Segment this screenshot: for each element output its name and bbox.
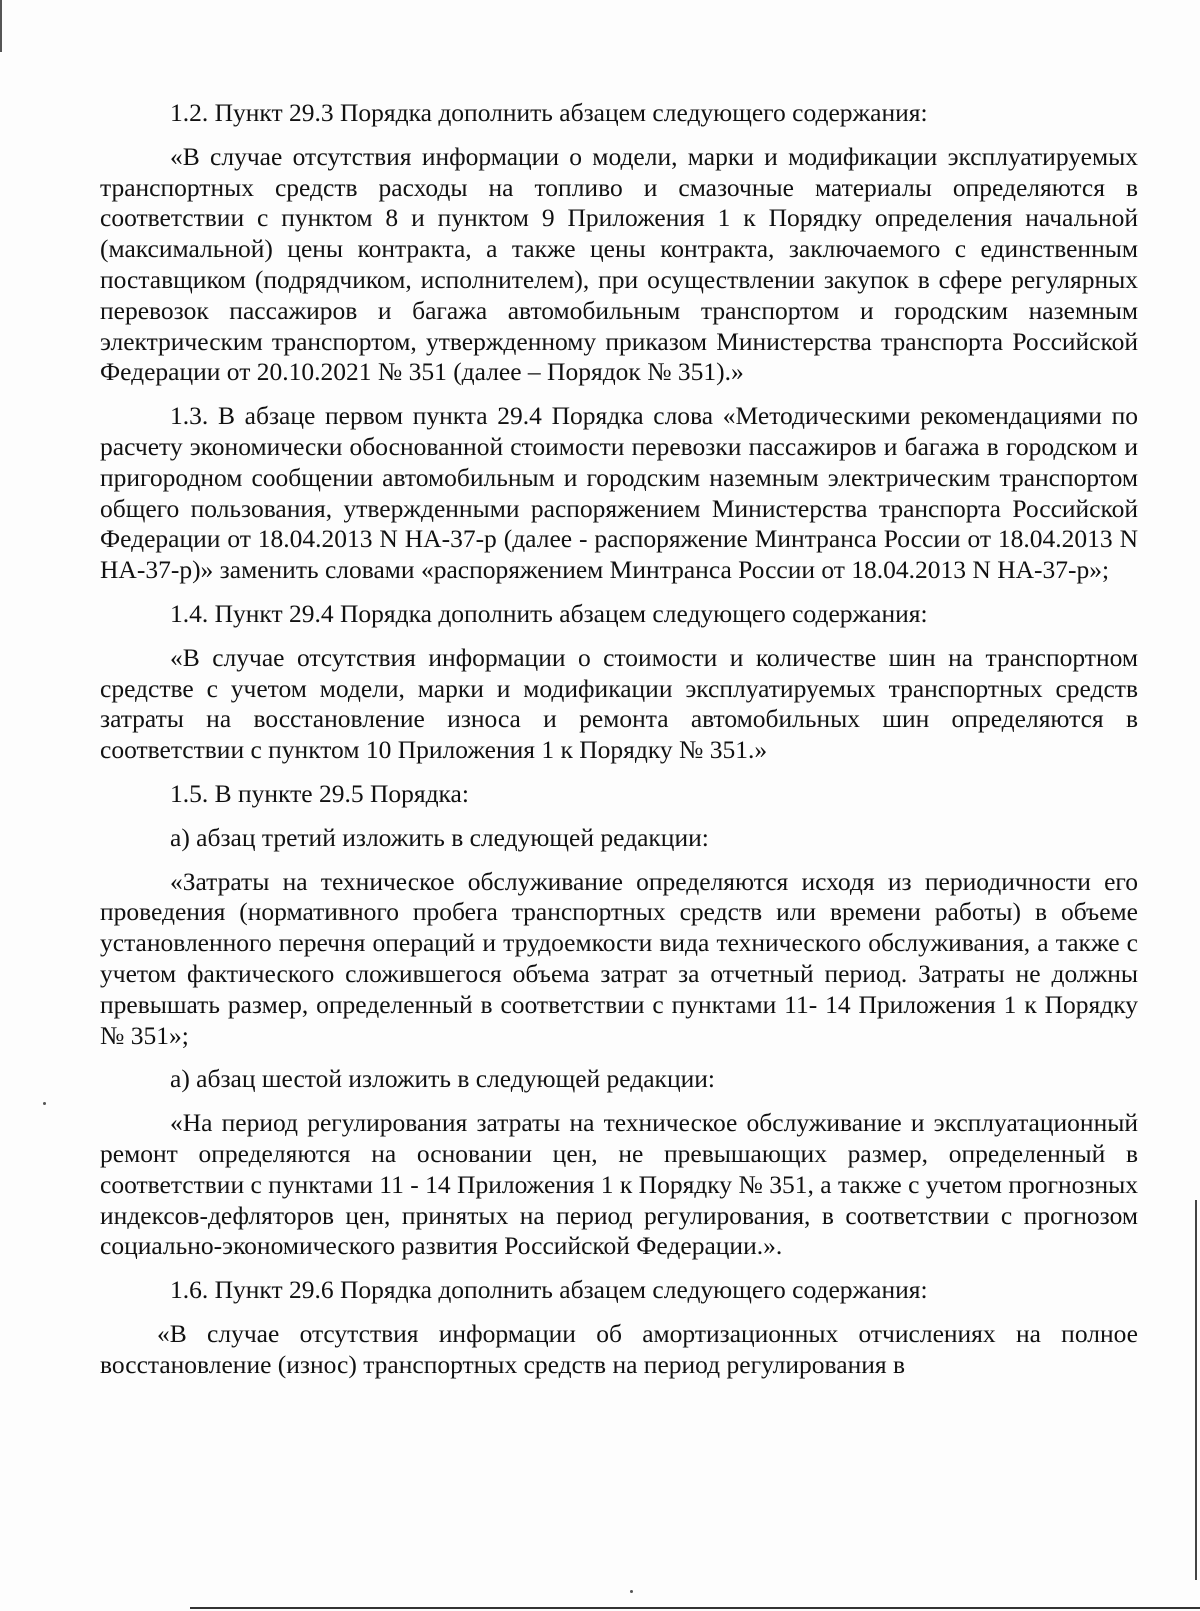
paragraph-1-2: 1.2. Пункт 29.3 Порядка дополнить абзацем следующего содержания: bbox=[170, 98, 928, 127]
paragraph-1-4-quote: «В случае отсутствия информации о стоимости и количестве шин на транспортном средстве с учетом модели, марки и модификации эксплуатируемых транспортных средств затраты на восстановление износа и ремонта автомобильных шин определяются в соответствии с пунктом 10 Приложения 1 к Порядку № 351.» bbox=[100, 642, 1138, 765]
paragraph-1-4: 1.4. Пункт 29.4 Порядка дополнить абзацем следующего содержания: bbox=[170, 598, 928, 628]
paragraph-1-5-a-quote: «Затраты на техническое обслуживание определяются исходя из периодичности его проведения (нормативного пробега транспортных средств или времени работы) в объеме установленного перечня операций и трудоемкости вида технического обслуживания, а также с учетом фактического сложившегося объема затрат за отчетный период. Затраты не должны превышать размер, определенный в соответствии с пунктами 11- 14 Приложения 1 к Порядку № 351»; bbox=[100, 866, 1138, 1050]
scan-edge-right bbox=[1195, 1200, 1197, 1580]
paragraph-1-5-a-second-quote: «На период регулирования затраты на техническое обслуживание и эксплуатационный ремонт определяются на основании цен, не превышающих размер, определенный в соответствии с пунктами 11 - 14 Приложения 1 к Порядку № 351, а также с учетом прогнозных индексов-дефляторов цен, принятых на период регулирования, в соответствии с прогнозом социально-экономического развития Российской Федерации.». bbox=[100, 1108, 1138, 1261]
paragraph-1-2-quote: «В случае отсутствия информации о модели, марки и модификации эксплуатируемых транспортных средств расходы на топливо и смазочные материалы определяются в соответствии с пунктом 8 и пунктом 9 Приложения 1 к Порядку определения начальной (максимальной) цены контракта, а также цены контракта, заключаемого с единственным поставщиком (подрядчиком, исполнителем), при осуществлении закупок в сфере регулярных перевозок пассажиров и багажа автомобильным транспортом и городским наземным электрическим транспортом, утвержденному приказом Министерства транспорта Российской Федерации от 20.10.2021 № 351 (далее – Порядок № 351).» bbox=[100, 141, 1138, 387]
scan-edge-left bbox=[0, 0, 2, 52]
paragraph-1-3: 1.3. В абзаце первом пункта 29.4 Порядка слова «Методическими рекомендациями по расчету экономически обоснованной стоимости перевозки пассажиров и багажа в городском и пригородном сообщении автомобильным и городским наземным электрическим транспортом общего пользования, утвержденными распоряжением Министерства транспорта Российской Федерации от 18.04.2013 N НА-37-р (далее - распоряжение Минтранса России от 18.04.2013 N НА-37-р)» заменить словами «распоряжением Минтранса России от 18.04.2013 N НА-37-р»; bbox=[100, 401, 1138, 585]
scan-edge-bottom bbox=[190, 1607, 1200, 1609]
paragraph-1-5: 1.5. В пункте 29.5 Порядка: bbox=[170, 778, 469, 808]
document-body bbox=[100, 98, 1138, 1393]
paragraph-1-6: 1.6. Пункт 29.6 Порядка дополнить абзацем следующего содержания: bbox=[170, 1275, 928, 1305]
scan-speck bbox=[630, 1590, 633, 1593]
paragraph-1-5-a: а) абзац третий изложить в следующей редакции: bbox=[170, 822, 709, 852]
paragraph-1-5-a-second: а) абзац шестой изложить в следующей редакции: bbox=[170, 1064, 715, 1094]
paragraph-1-6-quote: «В случае отсутствия информации об амортизационных отчислениях на полное восстановление (износ) транспортных средств на период регулирования в bbox=[100, 1318, 1138, 1379]
scan-speck bbox=[43, 1102, 46, 1105]
